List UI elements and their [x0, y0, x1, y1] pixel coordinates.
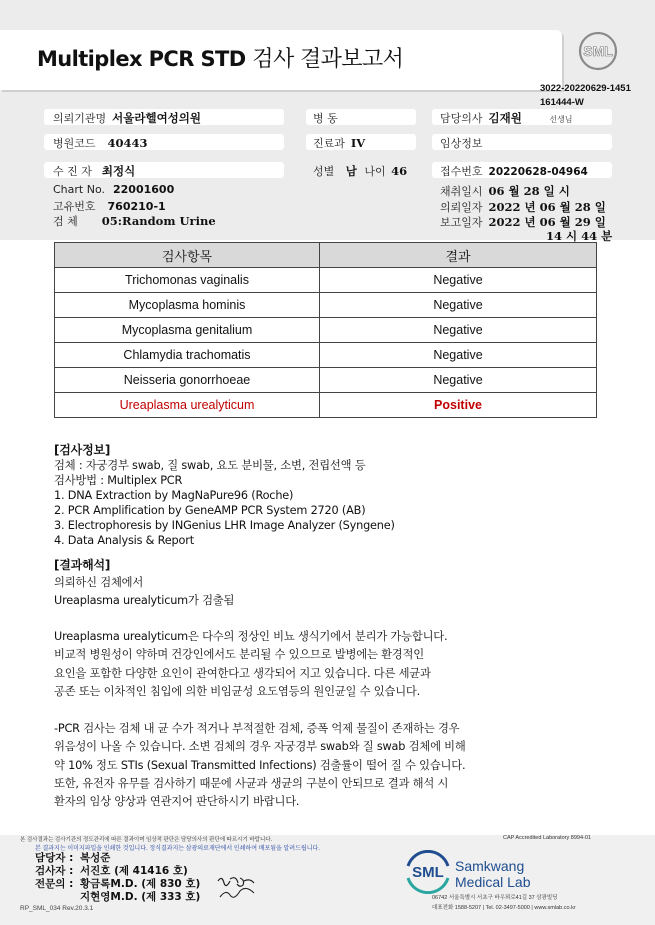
- title-kr: 검사 결과보고서: [252, 47, 404, 72]
- requested-field: [440, 199, 606, 215]
- reported-value: 2022 년 06 월 29 일: [488, 215, 606, 229]
- paragraph-line: -PCR 검사는 검체 내 균 수가 적거나 부적절한 검체, 증폭 억제 물질이 존재하는 경우: [54, 722, 460, 735]
- report-number: [540, 82, 631, 110]
- chart-label: Chart No.: [53, 183, 105, 196]
- institution-field: [53, 110, 201, 126]
- doctor-field: [440, 110, 573, 126]
- specimen-label: 검 체: [53, 215, 78, 228]
- interpretation-paragraph-2: [54, 720, 466, 811]
- requested-value: 2022 년 06 월 28 일: [488, 200, 606, 214]
- title-en: Multiplex PCR STD: [37, 47, 246, 71]
- test-item: Trichomonas vaginalis: [55, 268, 320, 293]
- paragraph-line: 환자의 임상 양상과 연관지어 판단하시기 바랍니다.: [54, 795, 300, 809]
- staff-row: [35, 891, 200, 904]
- signature-icon: [214, 873, 260, 903]
- interpretation-title: [결과해석]: [54, 558, 111, 572]
- reported-label: 보고일자: [440, 216, 483, 229]
- report-number-line1: 3022-20220629-1451: [540, 83, 631, 94]
- collected-value: 06 월 28 일 시: [488, 184, 570, 198]
- paragraph-line: 또한, 유전자 유무를 검사하기 때문에 사균과 생균의 구분이 안되므로 결과 해석 시: [54, 776, 449, 790]
- table-row: [55, 318, 597, 343]
- age-label: 나이: [364, 165, 386, 178]
- results-table: [54, 242, 597, 418]
- id-label: 고유번호: [53, 200, 96, 213]
- exam-info-title: [검사정보]: [54, 443, 111, 457]
- staff-role: 담당자 :: [35, 852, 74, 864]
- lab-logo-text: SML: [412, 864, 444, 881]
- hospital-code-label: 병원코드: [53, 137, 96, 150]
- paragraph-line: 비교적 병원성이 약하며 건강인에서도 분리될 수 있으므로 발병에는 환경적인: [54, 648, 424, 662]
- report-number-line2: 161444-W: [540, 97, 584, 108]
- receipt-field: [440, 163, 588, 179]
- footer-fine-print: 본 검사결과는 검사기관의 정도관리에 따른 결과이며 임상적 판단은 담당의사의 판단에 따르시기 바랍니다.: [20, 837, 273, 843]
- receipt-value: 20220628-04964: [488, 166, 588, 178]
- collected-label: 채취일시: [440, 185, 483, 198]
- interpretation-line: Ureaplasma urealyticum가 검출됨: [54, 594, 235, 607]
- specimen-field: [53, 213, 216, 229]
- ward-field: [313, 110, 338, 126]
- sex-label: 성별: [313, 165, 335, 178]
- department-label: 진료과: [313, 137, 345, 150]
- exam-info-line: 4. Data Analysis & Report: [54, 534, 194, 547]
- sex-value: 남: [345, 164, 357, 178]
- paragraph-line: 약 10% 정도 STIs (Sexual Transmitted Infections) 검출률이 떨어 질 수 있습니다.: [54, 758, 466, 772]
- exam-info-line: 검체 : 자궁경부 swab, 질 swab, 요도 분비물, 소변, 전립선액 등: [54, 459, 366, 472]
- id-field: [53, 198, 166, 214]
- chart-field: [53, 183, 174, 196]
- exam-info-section: [54, 443, 395, 548]
- col-result-header: 결과: [320, 243, 597, 268]
- table-row-positive: [55, 393, 597, 418]
- results-header-row: [55, 243, 597, 268]
- page-title: [37, 42, 403, 73]
- clinical-field: [440, 135, 483, 151]
- lab-name-line1: Samkwang: [455, 858, 525, 874]
- test-item: Mycoplasma hominis: [55, 293, 320, 318]
- test-result: Negative: [320, 268, 597, 293]
- chart-value: 22001600: [113, 183, 175, 196]
- exam-info-line: 2. PCR Amplification by GeneAMP PCR System 2720 (AB): [54, 504, 366, 517]
- table-row: [55, 368, 597, 393]
- staff-list: [35, 852, 200, 904]
- ward-label: 병 동: [313, 112, 338, 125]
- sex-age-field: [313, 163, 407, 179]
- form-code: RP_SML_034 Rev.20.3.1: [20, 905, 94, 912]
- requested-label: 의뢰일자: [440, 201, 483, 214]
- staff-role: [35, 891, 80, 904]
- lab-name: [455, 858, 531, 890]
- patient-field: [53, 163, 135, 179]
- paragraph-line: 요인을 포함한 다양한 요인이 관여한다고 생각되어 지고 있습니다. 다른 세균과: [54, 666, 431, 680]
- staff-name: 지현영M.D. (제 333 호): [80, 891, 201, 903]
- test-result: Negative: [320, 318, 597, 343]
- doctor-suffix: 선생님: [549, 115, 573, 124]
- institution-label: 의뢰기관명: [53, 112, 107, 125]
- test-item: Mycoplasma genitalium: [55, 318, 320, 343]
- test-item: Chlamydia trachomatis: [55, 343, 320, 368]
- clinical-label: 임상정보: [440, 137, 483, 150]
- interpretation-section: [54, 558, 234, 608]
- interpretation-line: 의뢰하신 검체에서: [54, 576, 144, 589]
- collected-field: [440, 183, 570, 199]
- accreditation-note: CAP Accredited Laboratory 8994-01: [503, 835, 591, 841]
- col-item-header: 검사항목: [55, 243, 320, 268]
- test-item: Ureaplasma urealyticum: [55, 393, 320, 418]
- exam-info-line: 3. Electrophoresis by INGenius LHR Image Analyzer (Syngene): [54, 519, 395, 532]
- staff-row: [35, 852, 200, 865]
- doctor-label: 담당의사: [440, 112, 483, 125]
- paragraph-line: 위음성이 나올 수 있습니다. 소변 검체의 경우 자궁경부 swab와 질 swab 검체에 비해: [54, 740, 466, 754]
- table-row: [55, 293, 597, 318]
- table-row: [55, 268, 597, 293]
- age-value: 46: [391, 164, 408, 178]
- exam-info-line: 1. DNA Extraction by MagNaPure96 (Roche): [54, 489, 294, 502]
- test-result: Positive: [320, 393, 597, 418]
- sml-lab-logo-icon: [404, 850, 452, 894]
- logo-text: SML: [583, 43, 613, 59]
- hospital-code-value: 40443: [107, 136, 148, 150]
- test-item: Neisseria gonorrhoeae: [55, 368, 320, 393]
- hospital-code-field: [53, 135, 148, 151]
- test-result: Negative: [320, 368, 597, 393]
- receipt-label: 접수번호: [440, 165, 483, 178]
- test-result: Negative: [320, 343, 597, 368]
- reported-time-value: 14 시 44 분: [546, 229, 613, 243]
- id-value: 760210-1: [107, 200, 166, 213]
- department-field: [313, 135, 365, 151]
- staff-name: 황금록M.D. (제 830 호): [80, 878, 201, 890]
- paragraph-line: 공존 또는 이차적인 침입에 의한 비임균성 요도염등의 원인균일 수 있습니다.: [54, 684, 421, 698]
- staff-name: 서진호 (제 41416 호): [80, 865, 188, 877]
- staff-role: 전문의 :: [35, 878, 74, 890]
- image-print-note: 본 결과지는 이미지파일을 인쇄한 것입니다. 정식결과지는 삼광의료재단에서 인쇄하여 배포됨을 알려드립니다.: [35, 846, 320, 852]
- lab-address: 06742 서울특별시 서초구 바우뫼로41길 37 삼광빌딩: [432, 895, 558, 901]
- doctor-value: 김재원: [488, 111, 522, 125]
- staff-name: 복성준: [80, 852, 111, 864]
- institution-value: 서울라헬여성의원: [112, 111, 202, 125]
- staff-role: 검사자 :: [35, 865, 74, 877]
- exam-info-line: 검사방법 : Multiplex PCR: [54, 474, 183, 487]
- department-value: IV: [350, 136, 366, 150]
- patient-label: 수 진 자: [53, 165, 92, 178]
- lab-contact: 대표전화 1588-5207 | Tel. 02-3497-5000 | www.smlab.co.kr: [432, 905, 576, 911]
- paragraph-line: Ureaplasma urealyticum은 다수의 정상인 비뇨 생식기에서 분리가 가능합니다.: [54, 630, 448, 643]
- lab-name-line2: Medical Lab: [455, 874, 531, 890]
- sml-logo-icon: [575, 31, 621, 71]
- test-result: Negative: [320, 293, 597, 318]
- staff-row: [35, 878, 200, 891]
- staff-row: [35, 865, 200, 878]
- patient-value: 최정식: [101, 164, 136, 178]
- specimen-value: 05:Random Urine: [101, 214, 216, 228]
- table-row: [55, 343, 597, 368]
- interpretation-paragraph-1: [54, 628, 447, 701]
